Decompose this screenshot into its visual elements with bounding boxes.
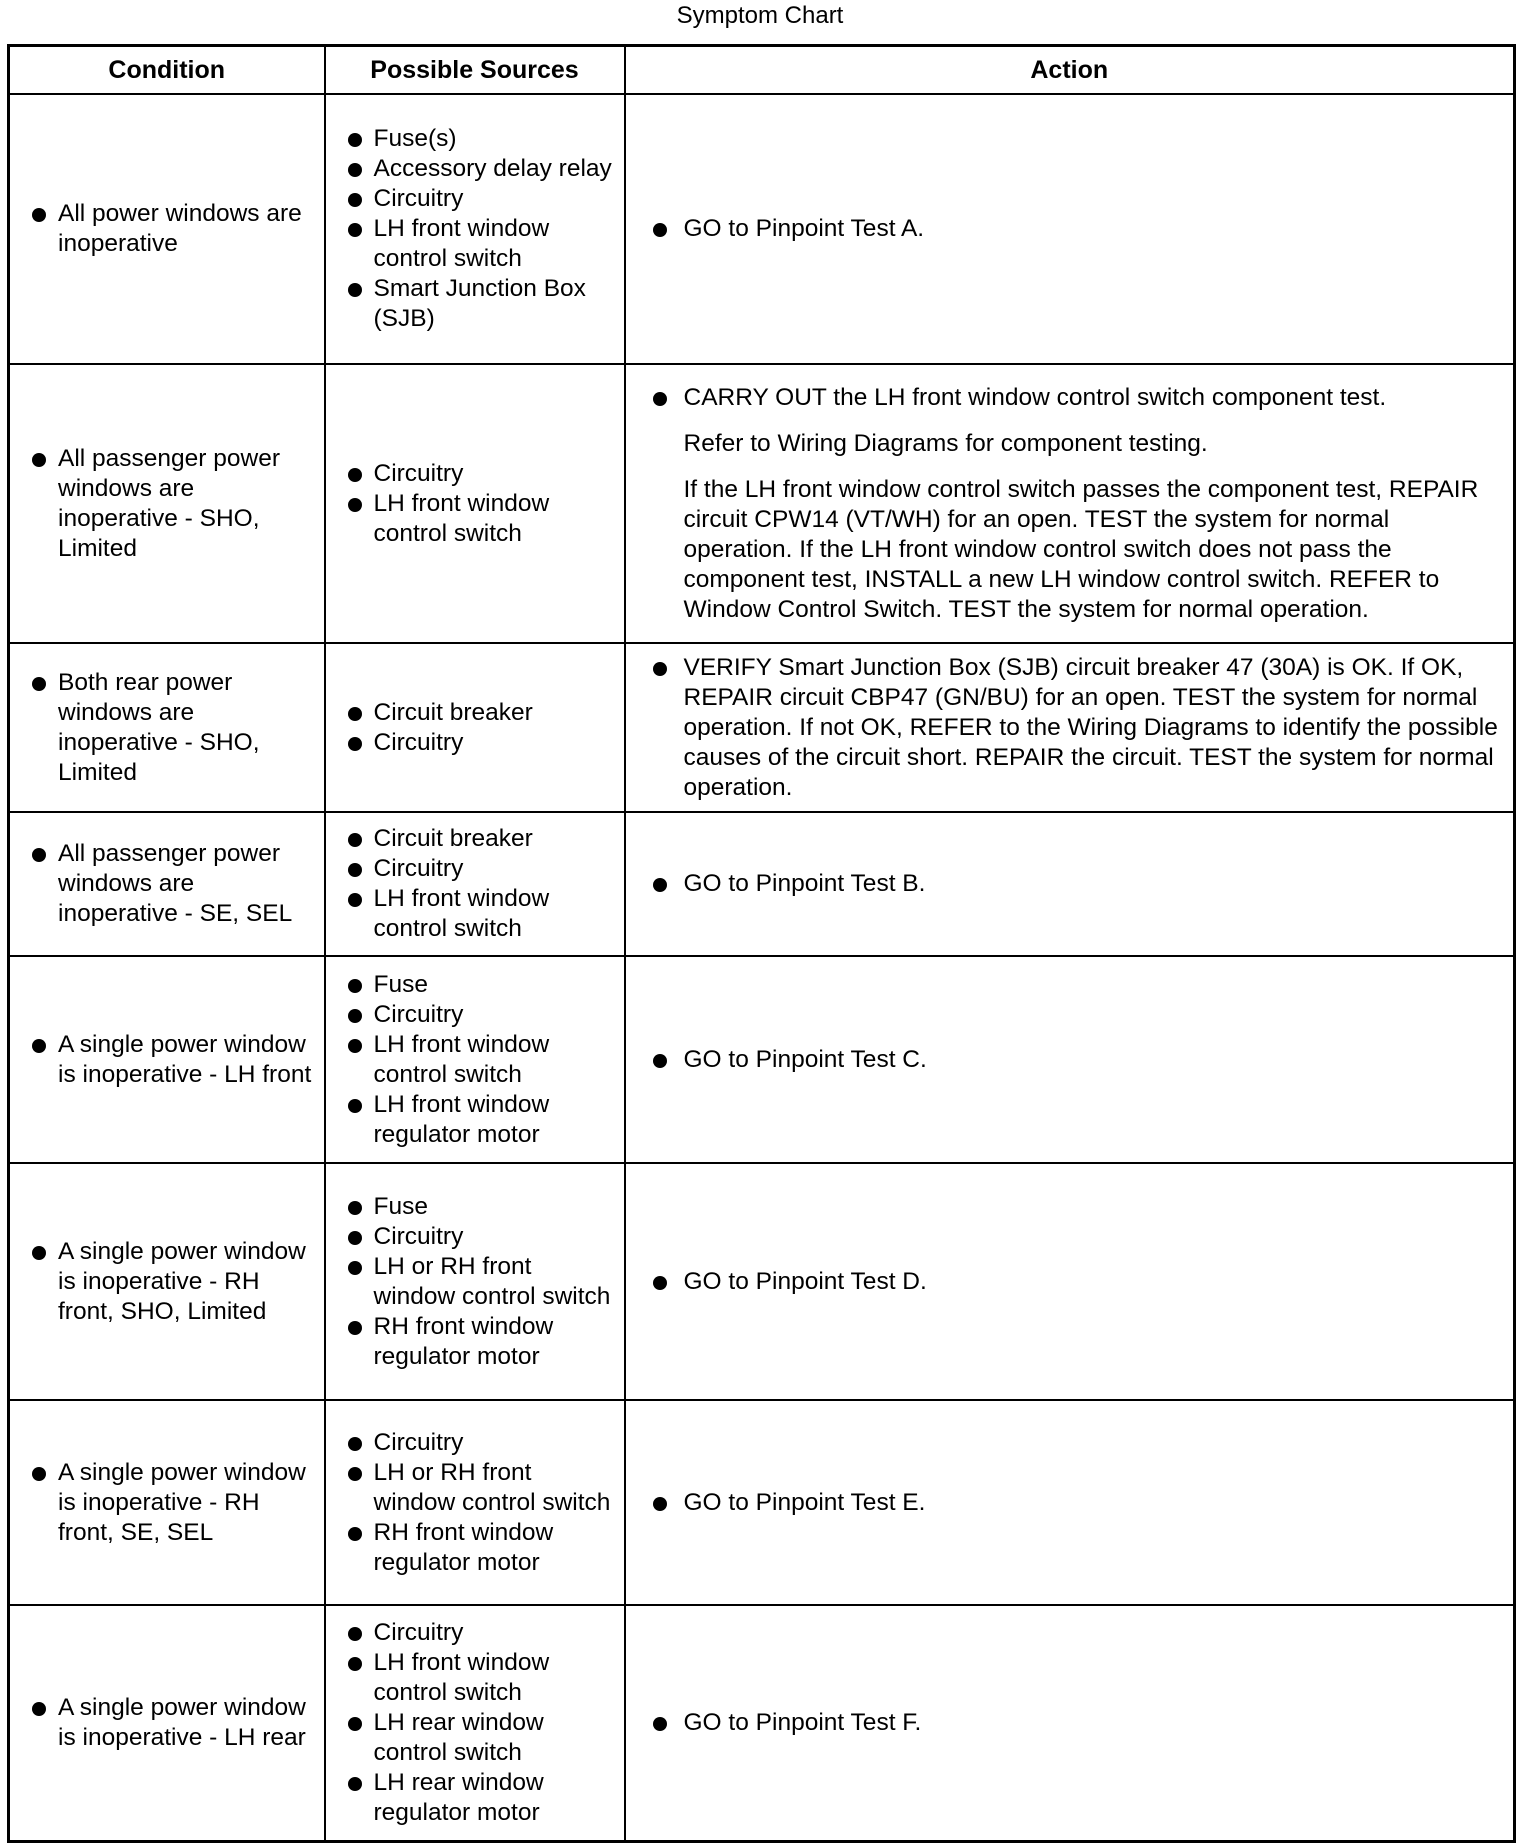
source-item: RH front window regulator motor: [326, 1312, 614, 1372]
source-item: Fuse: [326, 1192, 614, 1222]
sources-cell: [325, 812, 625, 956]
condition-text: All power windows are inoperative: [10, 199, 314, 259]
source-item: LH or RH front window control switch: [326, 1458, 614, 1518]
action-header: Action: [625, 46, 1515, 95]
condition-cell: [9, 94, 325, 364]
action-text: GO to Pinpoint Test E.: [626, 1488, 1504, 1518]
source-item: LH front window control switch: [326, 1648, 614, 1708]
source-item: Circuitry: [326, 1618, 614, 1648]
action-text: GO to Pinpoint Test F.: [626, 1708, 1504, 1738]
action-cell: [625, 812, 1515, 956]
source-item: Circuit breaker: [326, 824, 614, 854]
source-item: LH front window control switch: [326, 489, 614, 549]
condition-text: A single power window is inoperative - LH rear: [10, 1693, 314, 1753]
sources-cell: [325, 1163, 625, 1400]
chart-title: Symptom Chart: [676, 2, 844, 29]
source-item: Accessory delay relay: [326, 154, 614, 184]
condition-cell: [9, 1163, 325, 1400]
table-row: [9, 1605, 1515, 1841]
table-row: [9, 364, 1515, 643]
action-note: If the LH front window control switch passes the component test, REPAIR circuit CPW14 (VT/WH) for an open. TEST the system for normal operation. If the LH front window control switch does not pass the component test, INSTALL a new LH window control switch. REFER to Window Control Switch. TEST the system for normal operation.: [683, 475, 1479, 623]
action-text: GO to Pinpoint Test D.: [626, 1267, 1504, 1297]
condition-cell: [9, 643, 325, 812]
action-text: GO to Pinpoint Test C.: [626, 1045, 1504, 1075]
source-item: Circuitry: [326, 1222, 614, 1252]
condition-text: A single power window is inoperative - LH front: [10, 1030, 314, 1090]
sources-cell: [325, 643, 625, 812]
condition-cell: [9, 956, 325, 1163]
source-item: RH front window regulator motor: [326, 1518, 614, 1578]
source-item: Circuitry: [326, 728, 614, 758]
action-cell: [625, 956, 1515, 1163]
source-item: LH or RH front window control switch: [326, 1252, 614, 1312]
source-item: Circuit breaker: [326, 698, 614, 728]
action-text: GO to Pinpoint Test B.: [626, 869, 1504, 899]
action-cell: [625, 94, 1515, 364]
condition-text: Both rear power windows are inoperative - SHO, Limited: [10, 668, 314, 788]
condition-text: All passenger power windows are inoperative - SHO, Limited: [10, 444, 314, 564]
source-item: Circuitry: [326, 184, 614, 214]
source-item: Smart Junction Box (SJB): [326, 274, 614, 334]
header-row: [9, 46, 1515, 95]
source-item: LH rear window control switch: [326, 1708, 614, 1768]
action-text: CARRY OUT the LH front window control switch component test.: [626, 383, 1504, 413]
action-note: Refer to Wiring Diagrams for component testing.: [683, 429, 1208, 457]
sources-cell: [325, 1605, 625, 1841]
condition-text: A single power window is inoperative - RH front, SHO, Limited: [10, 1237, 314, 1327]
sources-cell: [325, 364, 625, 643]
sources-header: Possible Sources: [325, 46, 625, 95]
action-cell: [625, 364, 1515, 643]
table-row: [9, 956, 1515, 1163]
table-row: [9, 643, 1515, 812]
table-row: [9, 1163, 1515, 1400]
table-row: [9, 1400, 1515, 1605]
source-item: LH front window regulator motor: [326, 1090, 614, 1150]
action-text: VERIFY Smart Junction Box (SJB) circuit breaker 47 (30A) is OK. If OK, REPAIR circuit CBP47 (GN/BU) for an open. TEST the system for normal operation. If not OK, REFER to the Wiring Diagrams to identify the possible causes of the circuit short. REPAIR the circuit. TEST the system for normal operation.: [626, 653, 1504, 803]
condition-text: All passenger power windows are inoperative - SE, SEL: [10, 839, 314, 929]
condition-cell: [9, 1400, 325, 1605]
action-cell: [625, 1163, 1515, 1400]
condition-header: Condition: [9, 46, 325, 95]
table-row: [9, 94, 1515, 364]
action-cell: [625, 1605, 1515, 1841]
action-text: GO to Pinpoint Test A.: [626, 214, 1504, 244]
source-item: LH front window control switch: [326, 1030, 614, 1090]
source-item: LH rear window regulator motor: [326, 1768, 614, 1828]
source-item: Circuitry: [326, 854, 614, 884]
sources-cell: [325, 94, 625, 364]
condition-cell: [9, 364, 325, 643]
source-item: Fuse(s): [326, 124, 614, 154]
condition-text: A single power window is inoperative - RH front, SE, SEL: [10, 1458, 314, 1548]
source-item: LH front window control switch: [326, 214, 614, 274]
source-item: Circuitry: [326, 459, 614, 489]
action-cell: [625, 1400, 1515, 1605]
source-item: Circuitry: [326, 1428, 614, 1458]
condition-cell: [9, 1605, 325, 1841]
sources-cell: [325, 1400, 625, 1605]
action-cell: [625, 643, 1515, 812]
source-item: Circuitry: [326, 1000, 614, 1030]
symptom-table: [7, 44, 1516, 1843]
sources-cell: [325, 956, 625, 1163]
source-item: LH front window control switch: [326, 884, 614, 944]
source-item: Fuse: [326, 970, 614, 1000]
condition-cell: [9, 812, 325, 956]
table-row: [9, 812, 1515, 956]
